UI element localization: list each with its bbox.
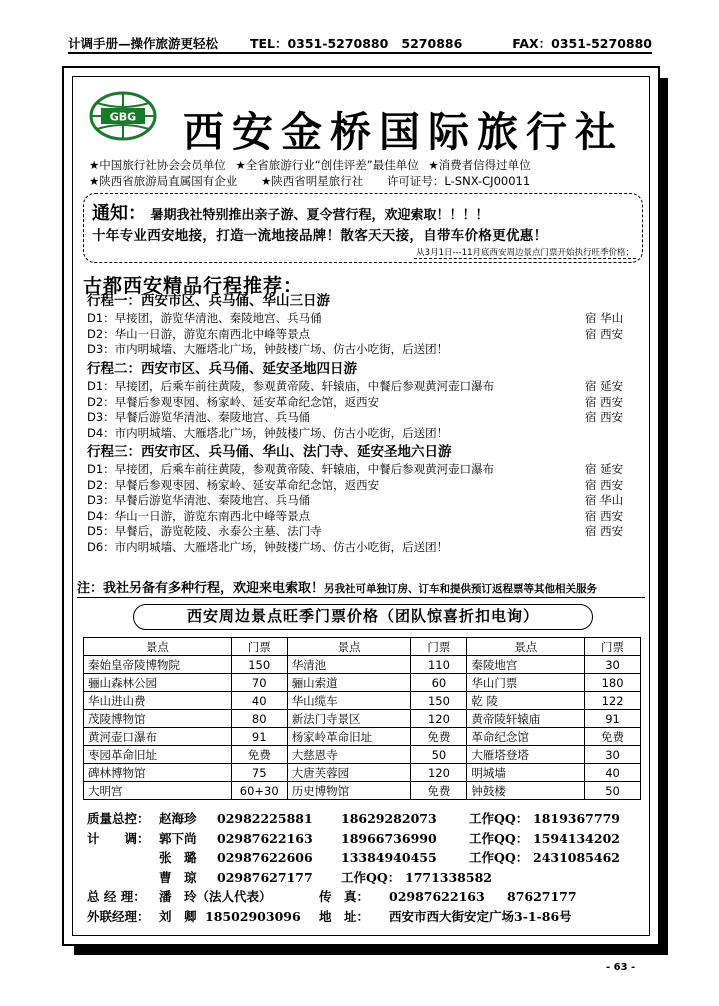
- honors-line-1: ★中国旅行社协会会员单位 ★全省旅游行业“创佳评差”最佳单位 ★消费者信得过单位: [89, 158, 531, 172]
- page-number: - 63 -: [606, 962, 636, 973]
- scenic-spot-cell: 明城墙: [467, 764, 585, 782]
- scenic-spot-cell: 钟鼓楼: [467, 782, 585, 800]
- ticket-price-cell: 120: [411, 710, 467, 728]
- manager-row: 总 经 理： 潘 玲（法人代表） 传 真： 02987622163 87627177: [87, 889, 577, 904]
- table-row: [84, 764, 641, 782]
- ticket-price-cell: 120: [411, 764, 467, 782]
- day-row: D1：早接团，后乘车前往黄陵，参观黄帝陵、轩辕庙，中餐后参观黄河壶口瀑布 宿 延安: [87, 462, 624, 476]
- route-title: 行程一：西安市区、兵马俑、华山三日游: [87, 293, 330, 309]
- ticket-price-cell: 30: [585, 746, 641, 764]
- ticket-price-cell: 免费: [585, 728, 641, 746]
- day-row: D2：华山一日游，游览东南西北中峰等景点 宿 西安: [87, 326, 624, 341]
- scenic-spot-cell: 大唐芙蓉园: [287, 764, 411, 782]
- scenic-spot-cell: 杨家岭革命旧址: [287, 728, 411, 746]
- route-title: 行程三：西安市区、兵马俑、华山、法门寺、延安圣地六日游: [87, 444, 452, 460]
- ad-frame: [62, 66, 660, 946]
- scenic-spot-cell: 历史博物馆: [287, 782, 411, 800]
- header-fax: FAX：0351-5270880: [512, 36, 652, 51]
- scenic-spot-cell: 华山缆车: [287, 692, 411, 710]
- day-row: D1：早接团，后乘车前往黄陵，参观黄帝陵、轩辕庙，中餐后参观黄河壶口瀑布 宿 延安: [87, 379, 624, 393]
- scenic-spot-cell: 碑林博物馆: [84, 764, 232, 782]
- ticket-price-cell: 40: [585, 764, 641, 782]
- scenic-spot-cell: 大慈恩寺: [287, 746, 411, 764]
- ticket-price-cell: 75: [231, 764, 287, 782]
- scenic-spot-cell: 大雁塔登塔: [467, 746, 585, 764]
- table-row: [84, 692, 641, 710]
- table-row: [84, 728, 641, 746]
- header-tel: TEL：0351-5270880 5270886: [249, 36, 463, 51]
- price-table-title: 西安周边景点旺季门票价格（团队惊喜折扣电询）: [133, 604, 593, 630]
- scenic-spot-cell: 华清池: [287, 656, 411, 674]
- itinerary-2: [87, 359, 637, 441]
- notice-box: [83, 193, 643, 263]
- contact-row: 张 璐 02987622606 13384940455 工作QQ： 2431085462: [159, 850, 620, 865]
- ticket-price-cell: 110: [411, 656, 467, 674]
- page-header: [68, 34, 652, 54]
- ticket-price-table: [83, 637, 641, 800]
- scenic-spot-cell: 新法门寺景区: [287, 710, 411, 728]
- ticket-price-cell: 60+30: [231, 782, 287, 800]
- section-title: 古都西安精品行程推荐：: [83, 275, 304, 297]
- contacts-block: [87, 809, 643, 926]
- notice-line-1: 通知： 暑期我社特别推出亲子游、夏令营行程，欢迎索取！！！！: [92, 203, 489, 224]
- day-row: D4：市内明城墙、大雁塔北广场，钟鼓楼广场、仿古小吃街，后送团！: [87, 425, 449, 440]
- ticket-price-cell: 150: [231, 656, 287, 674]
- day-row: D2：早餐后参观枣园、杨家岭、延安革命纪念馆，返西安 宿 西安: [87, 394, 624, 409]
- table-row: [84, 746, 641, 764]
- day-row: D6：市内明城墙、大雁塔北广场，钟鼓楼广场、仿古小吃街，后送团！: [87, 539, 449, 554]
- route-title: 行程二：西安市区、兵马俑、延安圣地四日游: [87, 361, 357, 377]
- contact-row: 曹 琼 02987627177 工作QQ： 1771338582: [159, 869, 492, 885]
- scenic-spot-cell: 大明宫: [84, 782, 232, 800]
- ticket-price-cell: 91: [231, 728, 287, 746]
- table-row: [84, 782, 641, 800]
- notice-line-2: 十年专业西安地接，打造一流地接品牌！散客天天接，自带车价格更优惠！: [92, 228, 548, 244]
- scenic-spot-cell: 秦始皇帝陵博物院: [84, 656, 232, 674]
- notice-line-3: 从3月1日---11月底西安周边景点门票开始执行旺季价格；: [416, 248, 634, 258]
- scenic-spot-cell: 华山进山费: [84, 692, 232, 710]
- itinerary-1: [87, 291, 637, 358]
- ticket-price-cell: 60: [411, 674, 467, 692]
- scenic-spot-cell: 乾 陵: [467, 692, 585, 710]
- ticket-price-cell: 70: [231, 674, 287, 692]
- ticket-price-cell: 150: [411, 692, 467, 710]
- contact-row: 质量总控： 赵海珍 02982225881 18629282073 工作QQ： 1819367779: [87, 811, 620, 826]
- day-row: D5：早餐后，游览乾陵、永泰公主墓、法门寺 宿 西安: [87, 524, 624, 538]
- scenic-spot-cell: 骊山森林公园: [84, 674, 232, 692]
- ticket-price-cell: 122: [585, 692, 641, 710]
- scenic-spot-cell: 茂陵博物馆: [84, 710, 232, 728]
- ticket-price-cell: 免费: [411, 728, 467, 746]
- table-row: [84, 656, 641, 674]
- scenic-spot-cell: 黄河壶口瀑布: [84, 728, 232, 746]
- scenic-spot-cell: 黄帝陵轩辕庙: [467, 710, 585, 728]
- table-row: [84, 710, 641, 728]
- ad-inner-frame: [72, 76, 650, 936]
- ticket-price-cell: 91: [585, 710, 641, 728]
- scenic-spot-cell: 枣园革命旧址: [84, 746, 232, 764]
- ticket-price-cell: 50: [585, 782, 641, 800]
- day-row: D4：华山一日游，游览东南西北中峰等景点 宿 西安: [87, 508, 624, 523]
- header-slogan: 计调手册—操作旅游更轻松: [68, 36, 219, 51]
- contact-row: 计 调： 郭下尚 02987622163 18966736990 工作QQ： 1594134202: [87, 830, 620, 846]
- ticket-price-cell: 免费: [231, 746, 287, 764]
- day-row: D3：早餐后游览华清池、秦陵地宫、兵马俑 宿 西安: [87, 410, 624, 424]
- company-name: 西安金桥国际旅行社: [183, 108, 624, 156]
- note-line: 注：我社另备有多种行程，欢迎来电索取！另我社可单独订房、订车和提供预订返程票等其他相关服务: [77, 581, 598, 596]
- ticket-price-cell: 免费: [411, 782, 467, 800]
- itinerary-3: [87, 442, 637, 555]
- table-header-row: 景点 门票 景点 门票 景点 门票: [84, 638, 641, 656]
- scenic-spot-cell: 革命纪念馆: [467, 728, 585, 746]
- ticket-price-cell: 40: [231, 692, 287, 710]
- scenic-spot-cell: 秦陵地宫: [467, 656, 585, 674]
- ticket-price-cell: 30: [585, 656, 641, 674]
- honors-line-2: ★陕西省旅游局直属国有企业 ★陕西省明星旅行社 许可证号：L-SNX-CJ00011: [89, 174, 531, 188]
- external-row: 外联经理： 刘 卿 18502903096 地 址： 西安市西大街安定广场3-1-86号: [87, 908, 572, 924]
- day-row: D3：市内明城墙、大雁塔北广场，钟鼓楼广场、仿古小吃街，后送团！: [87, 342, 449, 356]
- divider: [77, 597, 645, 598]
- scenic-spot-cell: 华山门票: [467, 674, 585, 692]
- ticket-price-cell: 180: [585, 674, 641, 692]
- day-row: D1：早接团，游览华清池、秦陵地宫、兵马俑 宿 华山: [87, 311, 624, 325]
- globe-logo-icon: [87, 91, 159, 141]
- logo-text: GBG: [109, 110, 137, 124]
- day-row: D2：早餐后参观枣园、杨家岭、延安革命纪念馆，返西安 宿 西安: [87, 477, 624, 492]
- table-row: [84, 674, 641, 692]
- day-row: D3：早餐后游览华清池、秦陵地宫、兵马俑 宿 华山: [87, 493, 624, 507]
- ticket-price-cell: 80: [231, 710, 287, 728]
- ticket-price-cell: 50: [411, 746, 467, 764]
- scenic-spot-cell: 骊山索道: [287, 674, 411, 692]
